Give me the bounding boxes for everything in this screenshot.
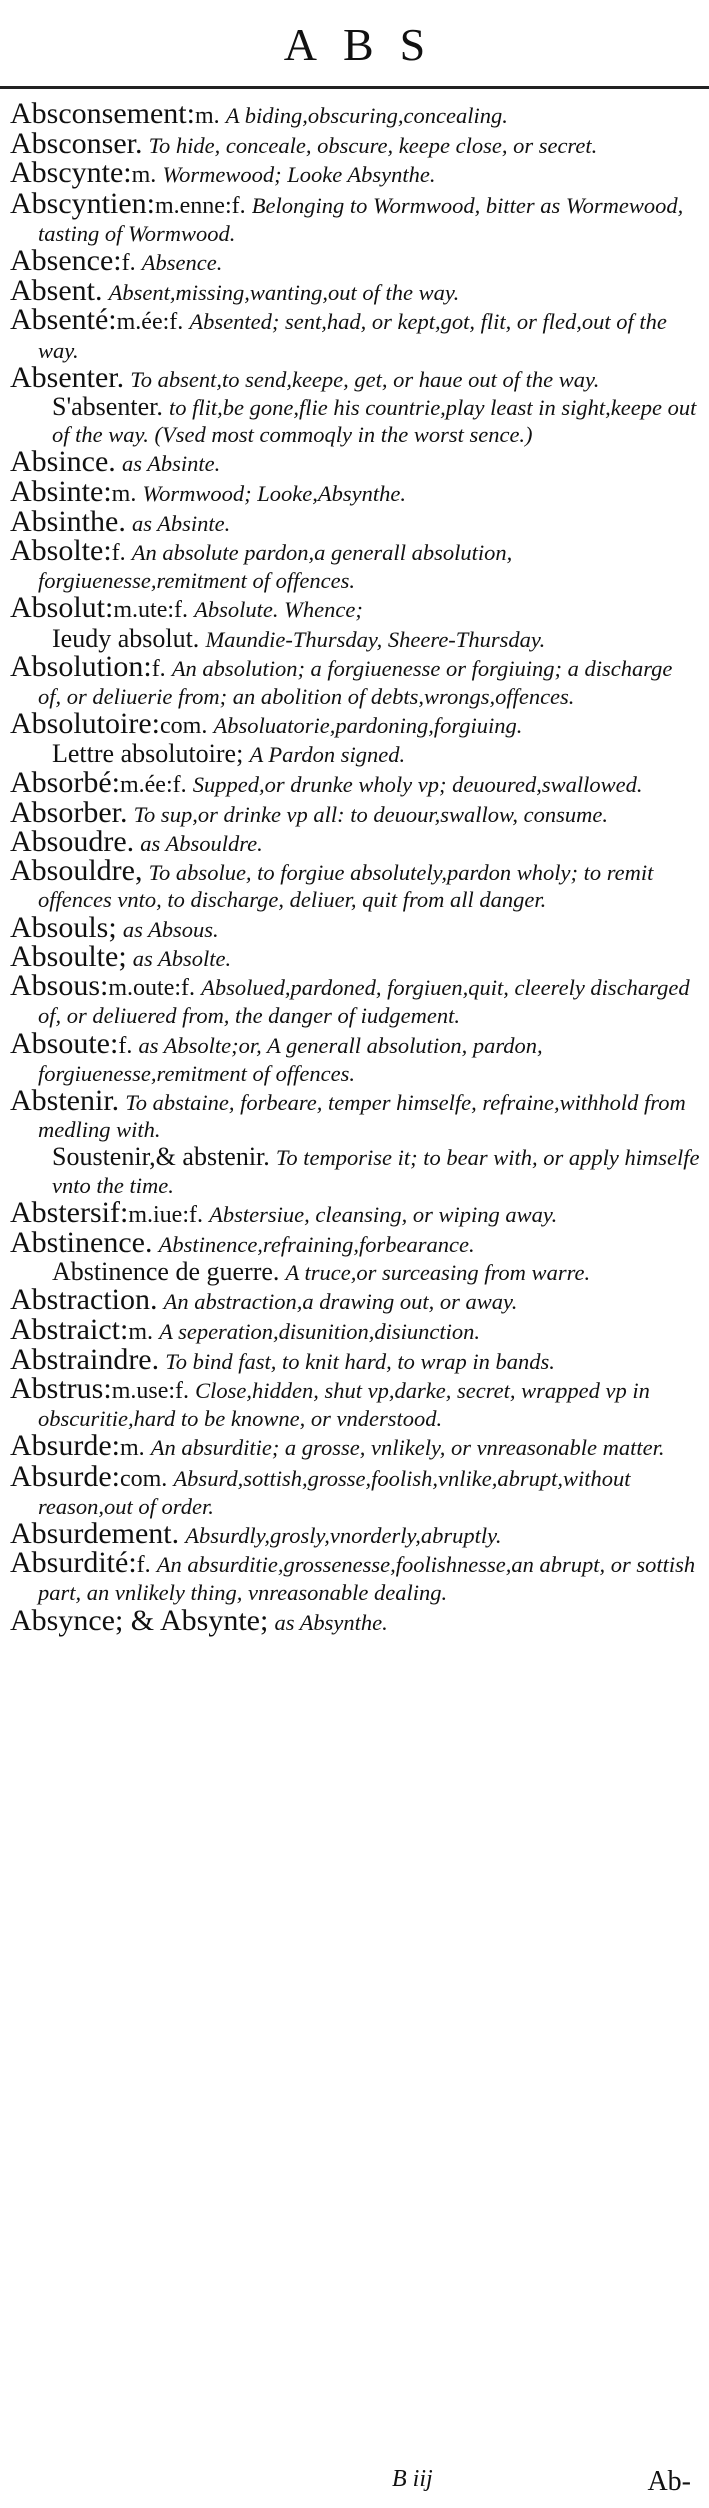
- sub-entry: [24, 1258, 709, 1286]
- entry-definition: Absence.: [141, 250, 223, 276]
- entry-headword: Absinthe.: [10, 504, 126, 538]
- entry-grammar: com.: [119, 1465, 168, 1492]
- dictionary-entry: [10, 274, 700, 308]
- entry-headword: Abstraction.: [10, 1283, 158, 1317]
- entry-definition: Absolute. Whence;: [194, 597, 363, 623]
- entry-definition: Wormewood; Looke Absynthe.: [162, 162, 436, 188]
- entry-definition: Absoluatorie,pardoning,forgiuing.: [213, 713, 523, 739]
- entry-definition: as Absous.: [122, 916, 219, 942]
- entry-definition: as Absinte.: [121, 451, 221, 477]
- entry-definition: to flit,be gone,flie his countrie,play least in sight,keepe out of the way. (Vsed most commoqly in the worst sence.): [52, 395, 697, 448]
- entry-grammar: f.: [111, 540, 126, 567]
- entry-grammar: m.iue:f.: [128, 1201, 203, 1228]
- dictionary-entry: [10, 303, 700, 363]
- entry-definition: An absolute pardon,a generall absolution, forgiuenesse,remitment of offences.: [38, 540, 513, 594]
- entry-headword: Abstraict:: [10, 1312, 129, 1346]
- entry-grammar: m.enne:f.: [154, 192, 246, 219]
- entry-headword: Absince.: [10, 445, 116, 479]
- entry-headword: Abstraindre.: [10, 1342, 160, 1376]
- entry-definition: An absolution; a forgiuenesse or forgiuing; a discharge of, or deliuerie from; an abolition of debts,wrongs,offences.: [38, 655, 673, 710]
- entry-headword: Absconser.: [10, 127, 143, 161]
- page-title: ABS: [283, 19, 452, 70]
- running-header: [0, 0, 709, 88]
- entry-grammar: m.: [194, 103, 220, 129]
- dictionary-entry: [10, 504, 700, 538]
- entry-headword: Absolut:: [10, 591, 114, 625]
- entry-headword: Absouls;: [10, 910, 117, 944]
- dictionary-entry: [10, 1312, 700, 1346]
- entry-headword: Absolution:: [10, 649, 152, 683]
- dictionary-entry: [10, 910, 700, 944]
- entry-definition: Maundie-Thursday, Sheere-Thursday.: [205, 626, 546, 652]
- entry-headword: Absoudre.: [10, 825, 135, 859]
- dictionary-entry: [10, 1083, 700, 1143]
- entry-headword: Absurde:: [10, 1459, 120, 1493]
- sub-entry: [24, 393, 709, 448]
- entry-headword: Abstrus:: [10, 1371, 112, 1405]
- dictionary-entry: [10, 1283, 700, 1317]
- entry-grammar: m.: [128, 1318, 153, 1345]
- entry-headword: Absoute:: [10, 1026, 119, 1060]
- dictionary-entry: [10, 1429, 700, 1463]
- dictionary-entry: [10, 534, 700, 594]
- dictionary-entry: [10, 1546, 700, 1606]
- entry-headword: Absolte:: [10, 534, 112, 568]
- dictionary-entry: [10, 1225, 700, 1259]
- dictionary-entry: [10, 939, 700, 973]
- entry-definition: A Pardon signed.: [249, 742, 406, 768]
- dictionary-entry: [10, 969, 700, 1029]
- entry-definition: Absurd,sottish,grosse,foolish,vnlike,abrupt,without reason,out of order.: [38, 1465, 631, 1519]
- entry-grammar: f.: [118, 1032, 133, 1059]
- entry-headword: Soustenir,& abstenir.: [52, 1142, 270, 1172]
- entry-headword: Abscyntien:: [10, 186, 155, 220]
- entry-definition: To absent,to send,keepe, get, or haue out of the way.: [130, 366, 600, 392]
- entry-definition: Absented; sent,had, or kept,got, flit, or fled,out of the way.: [38, 309, 667, 363]
- entry-grammar: f.: [121, 250, 136, 277]
- entry-definition: as Absinte.: [131, 510, 231, 536]
- entry-definition: To sup,or drinke vp all: to deuour,swallow, consume.: [133, 801, 608, 827]
- dictionary-entry: [10, 1342, 700, 1376]
- entry-headword: Absenter.: [10, 360, 125, 394]
- entry-grammar: m.: [131, 162, 157, 189]
- entry-definition: as Absolte;or, A generall absolution, pardon, forgiuenesse,remitment of offences.: [38, 1032, 543, 1086]
- entry-headword: Absurde:: [10, 1429, 120, 1463]
- entry-grammar: com.: [160, 713, 208, 740]
- entry-grammar: m.use:f.: [111, 1377, 190, 1404]
- entry-grammar: m.ée:f.: [116, 309, 184, 336]
- entry-definition: An absurditie,grossenesse,foolishnesse,an abrupt, or sottish part, an vnlikely thing, vnreasonable dealing.: [38, 1552, 696, 1606]
- entry-definition: Absent,missing,wanting,out of the way.: [108, 280, 460, 306]
- entry-definition: To bind fast, to knit hard, to wrap in bands.: [165, 1348, 555, 1374]
- entry-grammar: f.: [151, 655, 166, 682]
- entry-definition: A biding,obscuring,concealing.: [225, 103, 508, 128]
- entry-definition: Belonging to Wormwood, bitter as Wormewood, tasting of Wormwood.: [38, 192, 684, 246]
- entry-headword: Absurdité:: [10, 1546, 137, 1580]
- catchword: Ab-: [647, 2466, 691, 2497]
- entry-definition: To temporise it; to bear with, or apply himselfe vnto the time.: [52, 1145, 700, 1198]
- entry-headword: Absent.: [10, 274, 103, 308]
- entry-headword: Absenté:: [10, 303, 117, 337]
- dictionary-entry: [10, 156, 700, 190]
- entry-grammar: m.oute:f.: [108, 975, 196, 1002]
- entry-headword: Absoulte;: [10, 939, 127, 973]
- entry-definition: Wormwood; Looke,Absynthe.: [142, 480, 406, 506]
- dictionary-entry: [10, 795, 700, 829]
- entry-list: [10, 97, 700, 1637]
- dictionary-entry: [10, 649, 700, 710]
- entry-definition: An absurditie; a grosse, vnlikely, or vnreasonable matter.: [150, 1435, 665, 1461]
- entry-grammar: m.ute:f.: [113, 597, 189, 624]
- entry-headword: Ieudy absolut.: [52, 623, 200, 653]
- dictionary-entry: [10, 707, 700, 741]
- entry-definition: A truce,or surceasing from warre.: [285, 1260, 591, 1286]
- entry-headword: Absurdement.: [10, 1516, 180, 1550]
- entry-definition: Close,hidden, shut vp,darke, secret, wrapped vp in obscuritie,hard to be knowne, or vnderstood.: [38, 1377, 650, 1432]
- dictionary-entry: [10, 360, 700, 394]
- entry-headword: Absynce; & Absynte;: [10, 1603, 269, 1637]
- header-rule: [0, 86, 709, 89]
- entry-headword: Absolutoire:: [10, 707, 160, 741]
- dictionary-entry: [10, 765, 700, 799]
- sub-entry: [24, 1143, 709, 1198]
- dictionary-entry: [10, 1026, 700, 1087]
- entry-headword: Abscynte:: [10, 156, 132, 190]
- entry-definition: Supped,or drunke wholy vp; deuoured,swallowed.: [192, 771, 643, 797]
- dictionary-entry: [10, 97, 700, 130]
- dictionary-entry: [10, 244, 700, 278]
- dictionary-entry: [10, 591, 700, 625]
- entry-definition: Absurdly,grosly,vnorderly,abruptly.: [185, 1522, 502, 1548]
- entry-definition: A seperation,disunition,disiunction.: [159, 1318, 480, 1344]
- entry-definition: To abstaine, forbeare, temper himselfe, refraine,withhold from medling with.: [38, 1089, 686, 1143]
- entry-headword: Absinte:: [10, 474, 112, 508]
- entry-definition: An abstraction,a drawing out, or away.: [163, 1289, 518, 1315]
- entry-definition: as Absolte.: [132, 945, 232, 971]
- dictionary-entry: [10, 1459, 700, 1520]
- dictionary-entry: [10, 1603, 700, 1637]
- entry-headword: Absorber.: [10, 795, 128, 829]
- entry-definition: Abstinence,refraining,forbearance.: [158, 1231, 475, 1257]
- entry-headword: Absous:: [10, 969, 109, 1003]
- dictionary-entry: [10, 1371, 700, 1432]
- entry-headword: Lettre absolutoire;: [52, 739, 244, 769]
- entry-grammar: m.ée:f.: [119, 771, 187, 798]
- entry-definition: To hide, conceale, obscure, keepe close, or secret.: [148, 133, 598, 159]
- entry-headword: Absorbé:: [10, 765, 120, 799]
- dictionary-entry: [10, 1516, 700, 1550]
- dictionary-entry: [10, 1195, 700, 1229]
- dictionary-entry: [10, 127, 700, 161]
- dictionary-entry: [10, 186, 700, 247]
- entry-headword: Absconsement:: [10, 97, 195, 130]
- entry-headword: Abstersif:: [10, 1195, 129, 1229]
- entry-headword: S'absenter.: [52, 392, 163, 422]
- dictionary-entry: [10, 474, 700, 508]
- entry-definition: as Absynthe.: [274, 1609, 388, 1635]
- entry-grammar: m.: [111, 480, 137, 507]
- dictionary-entry: [10, 854, 700, 913]
- entry-headword: Abstenir.: [10, 1083, 120, 1117]
- entry-grammar: m.: [119, 1435, 145, 1462]
- signature-mark: B iij: [392, 2466, 433, 2492]
- entry-definition: Abstersiue, cleansing, or wiping away.: [209, 1201, 558, 1227]
- entry-definition: Absolued,pardoned, forgiuen,quit, cleerely discharged of, or deliuered from, the danger of iudgement.: [38, 975, 690, 1029]
- dictionary-entry: [10, 445, 700, 479]
- entry-definition: To absolue, to forgiue absolutely,pardon wholy; to remit offences vnto, to discharge, deliuer, quit from all danger.: [38, 860, 654, 913]
- entry-headword: Absouldre,: [10, 854, 143, 888]
- dictionary-entry: [10, 825, 700, 859]
- entry-headword: Abstinence.: [10, 1225, 153, 1259]
- entry-grammar: f.: [136, 1552, 151, 1579]
- entry-headword: Absence:: [10, 244, 122, 278]
- page-footer: [0, 2464, 709, 2504]
- entry-headword: Abstinence de guerre.: [52, 1257, 280, 1287]
- entry-definition: as Absouldre.: [140, 831, 263, 857]
- sub-entry: [24, 740, 709, 768]
- sub-entry: [24, 625, 709, 653]
